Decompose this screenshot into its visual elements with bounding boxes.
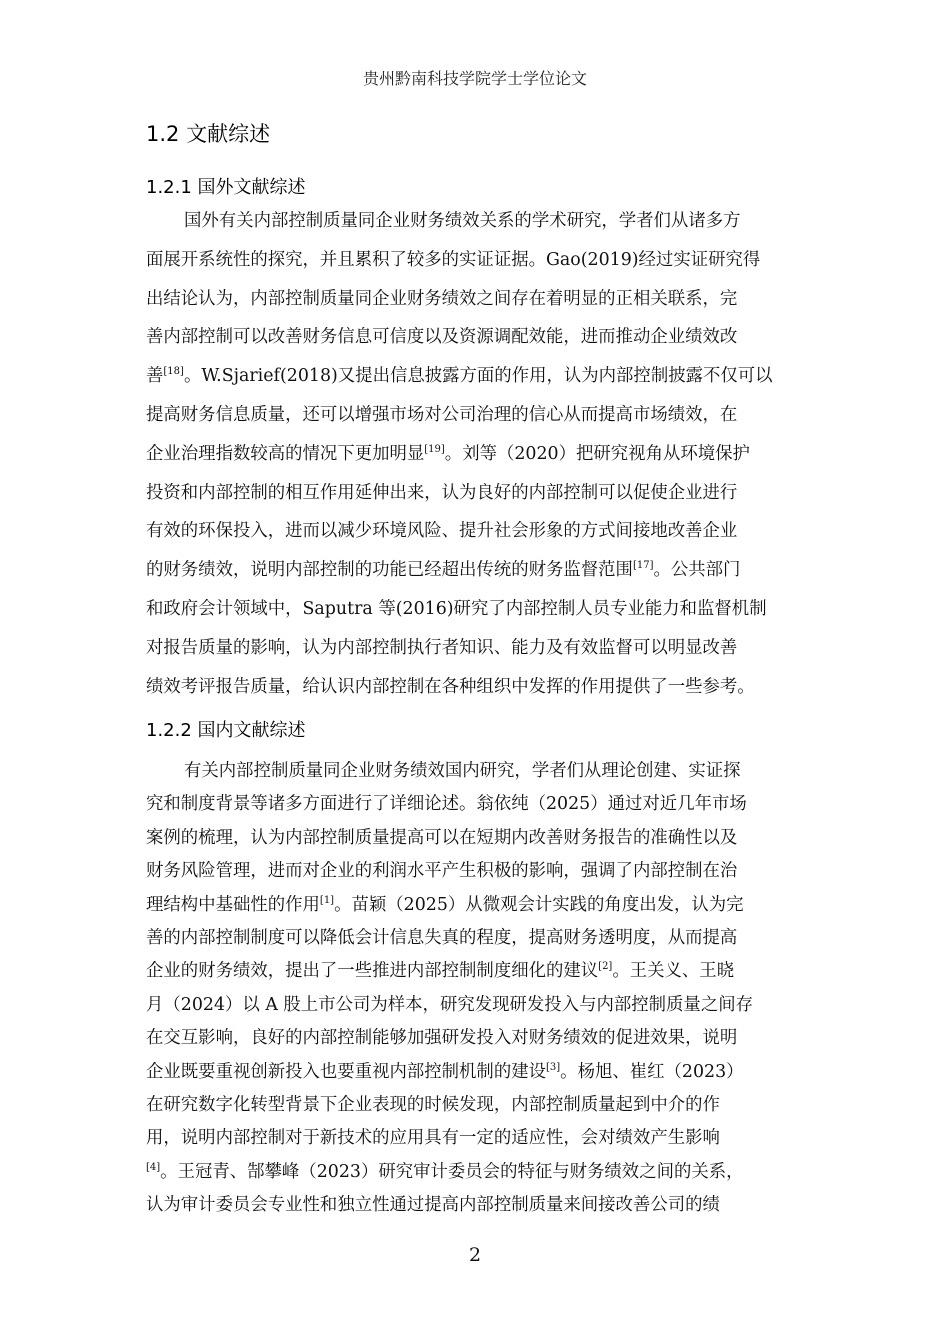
text-line: 究和制度背景等诸多方面进行了详细论述。翁依纯（2025）通过对近几年市场 <box>146 794 747 815</box>
text-line: 国外有关内部控制质量同企业财务绩效关系的学术研究，学者们从诸多方 <box>184 211 741 231</box>
text-line: 善[18]。W.Sjarief(2018)又提出信息披露方面的作用，认为内部控制披露不仅可以 <box>146 366 773 387</box>
text-line: 出结论认为，内部控制质量同企业财务绩效之间存在着明显的正相关联系，完 <box>146 288 738 309</box>
text-line: 提高财务信息质量，还可以增强市场对公司治理的信心从而提高市场绩效，在 <box>146 404 738 425</box>
text-line: 善内部控制可以改善财务信息可信度以及资源调配效能，进而推动企业绩效改 <box>146 327 738 348</box>
text-line: 善的内部控制制度可以降低会计信息失真的程度，提高财务透明度，从而提高 <box>146 927 738 948</box>
text-line: 有关内部控制质量同企业财务绩效国内研究，学者们从理论创建、实证探 <box>184 761 741 781</box>
text-line: 财务风险管理，进而对企业的利润水平产生积极的影响，强调了内部控制在治 <box>146 861 738 882</box>
text-line: 企业既要重视创新投入也要重视内部控制机制的建设[3]。杨旭、崔红（2023） <box>146 1061 744 1082</box>
text-line: 认为审计委员会专业性和独立性通过提高内部控制质量来间接改善公司的绩 <box>146 1195 720 1216</box>
citation-ref: [19] <box>424 443 445 455</box>
text-line: 用，说明内部控制对于新技术的应用具有一定的适应性，会对绩效产生影响 <box>146 1128 720 1149</box>
text-line: 绩效考评报告质量，给认识内部控制在各种组织中发挥的作用提供了一些参考。 <box>146 676 755 697</box>
paragraph-foreign-review <box>146 202 806 706</box>
text-line: [4]。王冠青、郜攀峰（2023）研究审计委员会的特征与财务绩效之间的关系， <box>146 1161 744 1182</box>
running-header: 贵州黔南科技学院学士学位论文 <box>362 69 587 88</box>
text-line: 对报告质量的影响，认为内部控制执行者知识、能力及有效监督可以明显改善 <box>146 637 738 658</box>
page-number: 2 <box>468 1244 482 1266</box>
text-line: 在交互影响，良好的内部控制能够加强研发投入对财务绩效的促进效果，说明 <box>146 1028 738 1049</box>
subsection-heading-foreign: 1.2.1 国外文献综述 <box>146 177 306 198</box>
text-line: 月（2024）以 A 股上市公司为样本，研究发现研发投入与内部控制质量之间存 <box>146 994 753 1015</box>
citation-ref: [3] <box>546 1061 561 1073</box>
text-line: 和政府会计领域中，Saputra 等(2016)研究了内部控制人员专业能力和监督机制 <box>146 598 767 619</box>
text-line: 的财务绩效，说明内部控制的功能已经超出传统的财务监督范围[17]。公共部门 <box>146 560 741 581</box>
text-line: 企业治理指数较高的情况下更加明显[19]。刘等（2020）把研究视角从环境保护 <box>146 443 750 464</box>
text-line: 在研究数字化转型背景下企业表现的时候发现，内部控制质量起到中介的作 <box>146 1094 720 1115</box>
text-line: 企业的财务绩效，提出了一些推进内部控制制度细化的建议[2]。王关义、王晓 <box>146 961 735 982</box>
paragraph-domestic-review <box>146 755 806 1222</box>
subsection-heading-domestic: 1.2.2 国内文献综述 <box>146 720 306 741</box>
citation-ref: [1] <box>319 894 335 906</box>
citation-ref: [17] <box>632 560 654 572</box>
citation-ref: [2] <box>598 961 613 973</box>
text-line: 案例的梳理，认为内部控制质量提高可以在短期内改善财务报告的准确性以及 <box>146 827 738 848</box>
text-line: 面展开系统性的探究，并且累积了较多的实证证据。Gao(2019)经过实证研究得 <box>146 249 761 270</box>
text-line: 有效的环保投入，进而以减少环境风险、提升社会形象的方式间接地改善企业 <box>146 521 738 542</box>
text-line: 投资和内部控制的相互作用延伸出来，认为良好的内部控制可以促使企业进行 <box>146 482 738 503</box>
citation-ref: [4] <box>146 1161 161 1173</box>
text-line: 理结构中基础性的作用[1]。苗颖（2025）从微观会计实践的角度出发，认为完 <box>146 894 744 915</box>
section-heading: 1.2 文献综述 <box>146 122 271 146</box>
citation-ref: [18] <box>163 366 184 378</box>
